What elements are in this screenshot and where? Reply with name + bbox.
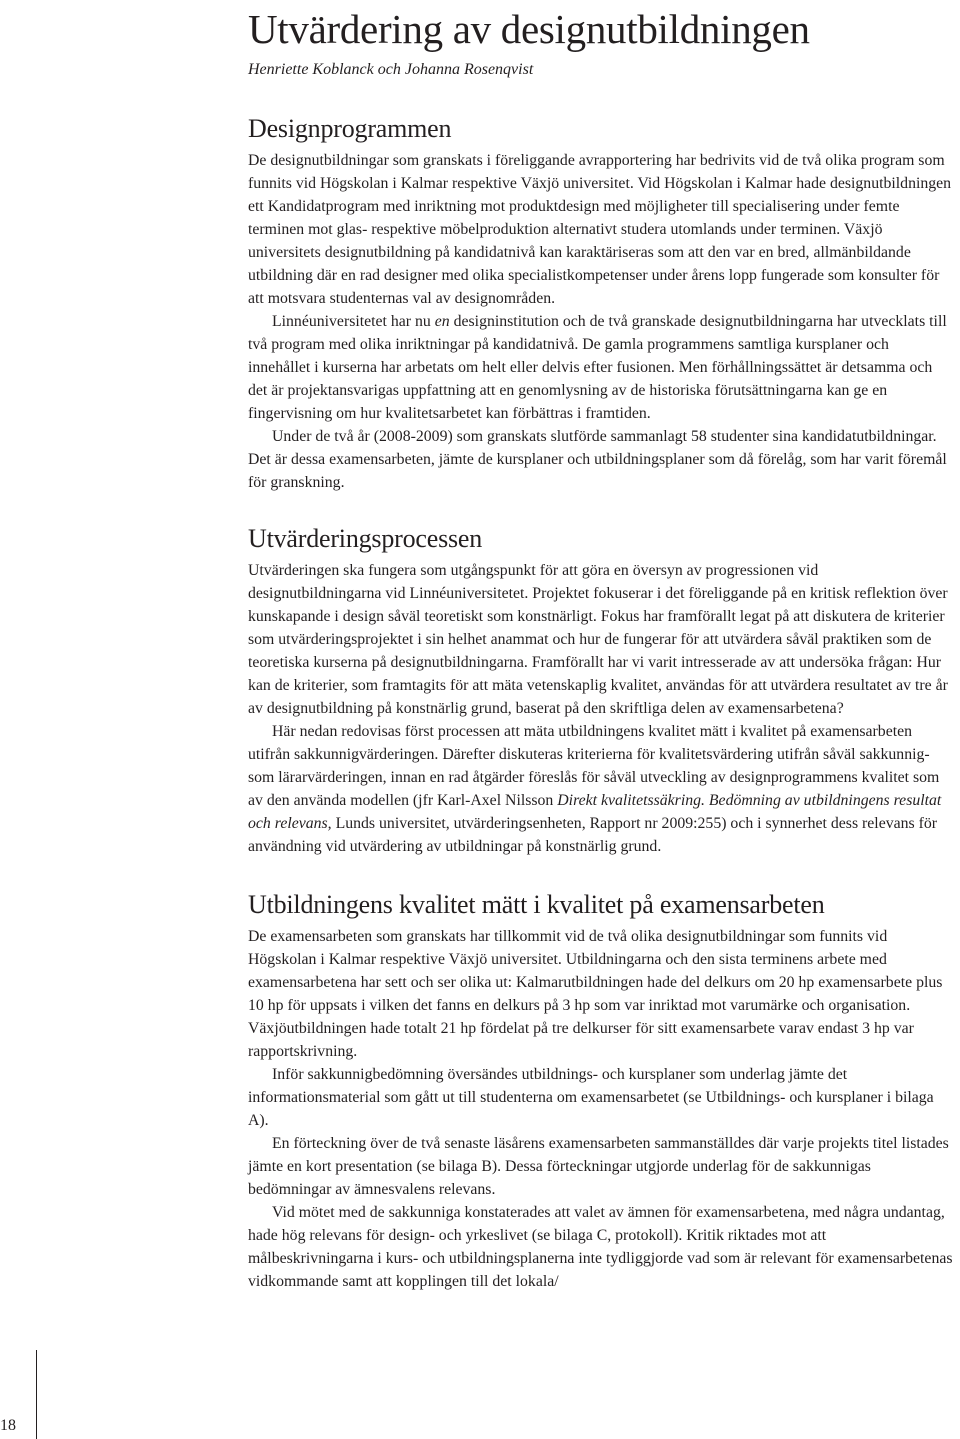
paragraph-text: designinstitution och de två granskade designutbildningarna har utvecklats till två program med olika inriktningar på kandidatnivå. De gamla programmens samtliga kursplaner och innehållet i kurserna har arbetats om helt eller delvis efter fusionen. Men förhållningssättet är detsamma och det är projektansvarigas uppfattning att en genomlysning av de historiska förutsättningarna kan ge en fingervisning om hur kvalitetsarbetet kan förbättras i framtiden. [248,313,947,422]
section-heading: Utvärderingsprocessen [248,524,483,553]
paragraph: De examensarbeten som granskats har tillkommit vid de två olika designutbildningar som funnits vid Högskolan i Kalmar respektive Växjö universitet. Utbildningarna och den sista terminens arbete med examensarbetena har sett och ser olika ut: Kalmarutbildningen hade del delkurs om 20 hp examensarbete plus 10 hp för uppsats i vilken det fanns en delkurs på 3 hp som var inriktad mot varumärke och organisation. Växjöutbildningen hade totalt 21 hp fördelat på tre delkurser för sitt examensarbete varav endast 3 hp var rapportskrivning. [248,928,943,1060]
document-page [248,0,954,1293]
paragraph [248,720,954,858]
paragraph: Under de två år (2008-2009) som granskats slutförde sammanlagt 58 studenter sina kandidatutbildningar. Det är dessa examensarbeten, jämte de kursplaner och utbildningsplaner som då förelåg, som har varit föremål för granskning. [248,428,947,491]
paragraph-text: Linnéuniversitetet har nu [272,313,435,330]
page-number-rule [36,1350,37,1439]
paragraph: Utvärderingen ska fungera som utgångspunkt för att göra en översyn av progressionen vid designutbildningarna vid Linnéuniversitetet. Projektet fokuserar i det föreliggande på en kritisk reflektion över kunskapande i design såväl teoretiskt som konstnärligt. Fokus har framförallt legat på att diskutera de kriterier som utvärderingsprojektet i sin helhet anammat och hur de fungerar för att utvärdera såväl praktiken som de teoretiska kurserna på designutbildningarna. Framförallt har vi varit intresserade av att undersöka frågan: Hur kan de kriterier, som framtagits för att mäta vetenskaplig kvalitet, användas för att utvärdera resultatet av tre år av designutbildning på konstnärlig grund, baserat på den skriftliga delen av examensarbetena? [248,562,948,717]
paragraph: Vid mötet med de sakkunniga konstaterades att valet av ämnen för examensarbetena, med några undantag, hade hög relevans för design- och yrkeslivet (se bilaga C, protokoll). Kritik riktades mot att målbeskrivningarna i kurs- och utbildningsplanerna inte tydliggjorde vad som är relevant för examensarbetenas vidkommande samt att kopplingen till det lokala/ [248,1204,953,1290]
section-utvarderingsprocessen [248,524,954,858]
section-designprogrammen [248,114,954,494]
document-title: Utvärdering av designutbildningen [248,6,810,52]
page-number: 18 [0,1417,16,1434]
paragraph-text: Här nedan redovisas först processen att mäta utbildningens kvalitet mätt i kvalitet på examensarbeten utifrån sakkunnigvärderingen. Därefter diskuteras kriterierna för kvalitetsvärdering utifrån såväl sakkunnig- som lärarvärderingen, innan en rad åtgärder föreslås för såväl utveckling av designprogrammens kvalitet som av den använda modellen (jfr Karl-Axel Nilsson [248,723,940,809]
paragraph: En förteckning över de två senaste läsårens examensarbeten sammanställdes där varje projekts titel listades jämte en kort presentation (se bilaga B). Dessa förteckningar utgjorde underlag för de sakkunnigas bedömningar av ämnesvalens relevans. [248,1135,949,1198]
section-utbildningens-kvalitet [248,890,954,1293]
section-heading: Designprogrammen [248,114,452,143]
authors-byline: Henriette Koblanck och Johanna Rosenqvist [248,61,534,78]
emphasis-text: en [434,313,450,330]
paragraph: De designutbildningar som granskats i föreliggande avrapportering har bedrivits vid de två olika program som funnits vid Högskolan i Kalmar respektive Växjö universitet. Vid Högskolan i Kalmar hade designutbildningen ett Kandidatprogram med inriktning mot produktdesign med möjligheter till specialisering under femte terminen mot glas- respektive möbelproduktion alternativt studera utomlands under terminen. Växjö universitets designutbildning på kandidatnivå kan karaktäriseras som att den var en bred, allmänbildande utbildning där en rad designer med olika specialistkompetenser under årens lopp fungerade som konsulter för att motsvara studenternas val av designområden. [248,152,952,307]
paragraph [248,310,954,425]
section-heading: Utbildningens kvalitet mätt i kvalitet på examensarbeten [248,890,825,919]
emphasis-text: Direkt kvalitetssäkring. Bedömning av utbildningens resultat och relevans, [248,792,942,832]
paragraph: Inför sakkunnigbedömning översändes utbildnings- och kursplaner som underlag jämte det informationsmaterial som gått ut till studenterna om examensarbetet (se Utbildnings- och kursplaner i bilaga A). [248,1066,934,1129]
paragraph-text: Lunds universitet, utvärderingsenheten, Rapport nr 2009:255) och i synnerhet dess relevans för användning vid utvärdering av utbildningar på konstnärlig grund. [248,815,938,855]
